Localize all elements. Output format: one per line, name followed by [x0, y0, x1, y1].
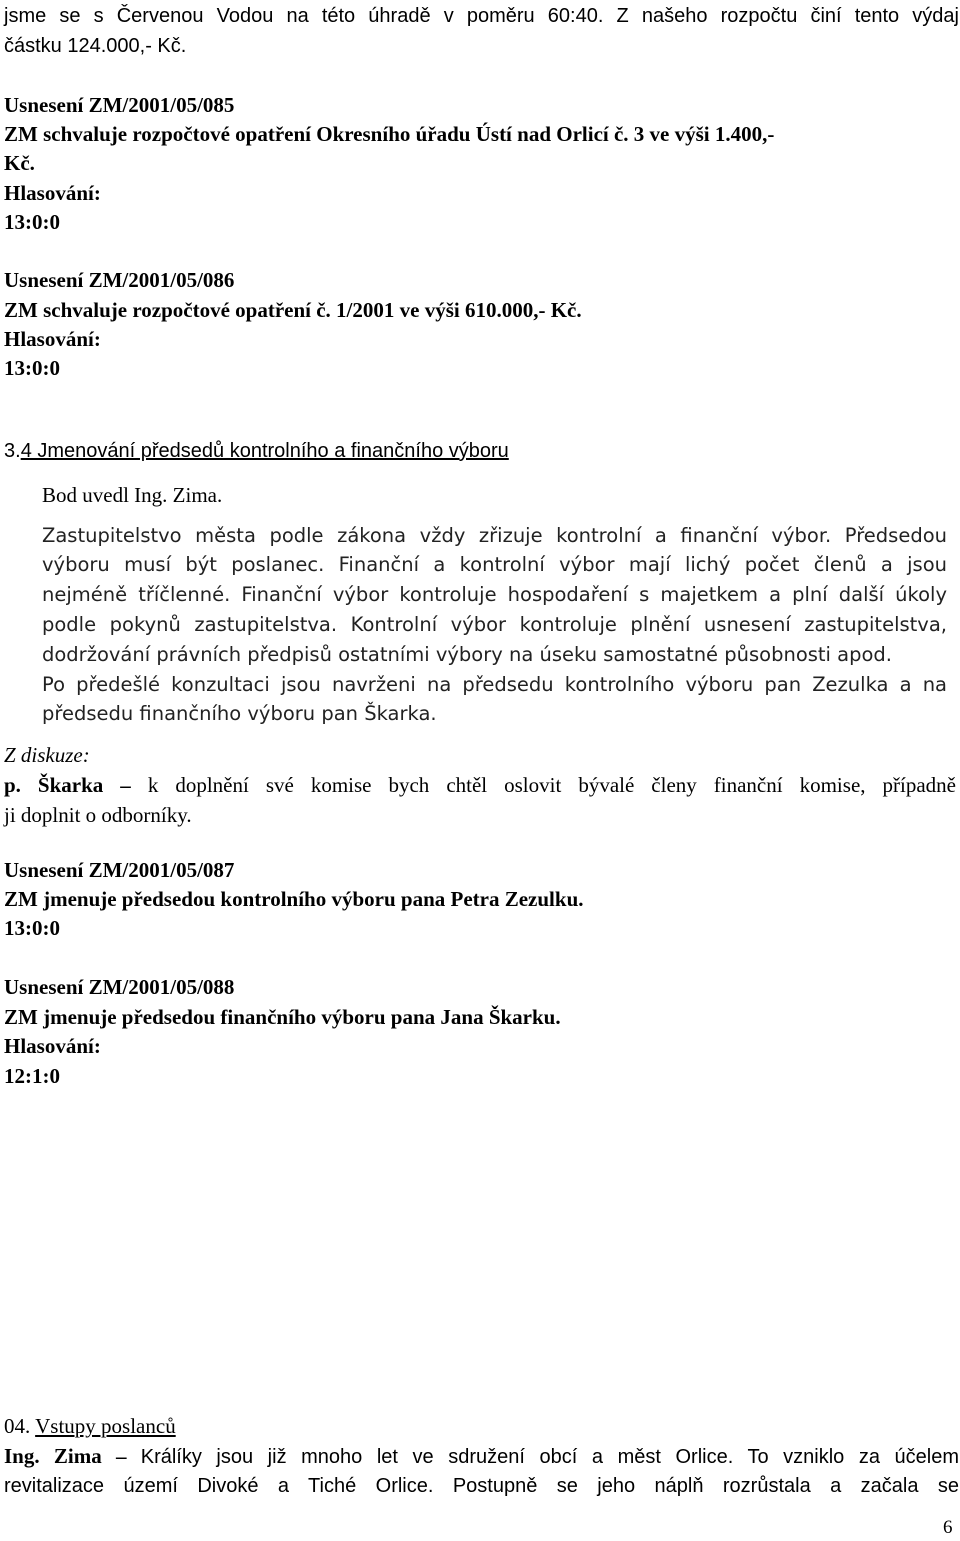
discussion-speaker: p. Škarka: [4, 773, 104, 797]
section-04-line-1: [4, 1446, 959, 1467]
resolution-086-vote: 13:0:0: [4, 356, 60, 380]
section-3-4-body-line-7: předsedu finančního výboru pan Škarka.: [42, 702, 437, 725]
discussion-label: Z diskuze:: [4, 743, 90, 767]
resolution-088-text: ZM jmenuje předsedou finančního výboru pana Jana Škarku.: [4, 1005, 561, 1029]
discussion-dash: –: [103, 773, 148, 797]
resolution-085-text-line-1: ZM schvaluje rozpočtové opatření Okresního úřadu Ústí nad Orlicí č. 3 ve výši 1.400,-: [4, 122, 775, 146]
resolution-086-vote-label: Hlasování:: [4, 327, 101, 351]
discussion-text-line-2: ji doplnit o odborníky.: [4, 803, 192, 827]
resolution-088-title: Usnesení ZM/2001/05/088: [4, 975, 235, 999]
discussion-line-1: [4, 775, 956, 796]
section-3-4-title: 4 Jmenování předsedů kontrolního a finančního výboru: [20, 440, 509, 462]
page-number: 6: [943, 1517, 953, 1538]
section-3-4-body-line-1: Zastupitelstvo města podle zákona vždy zřizuje kontrolní a finanční výbor. Předsedou: [42, 524, 947, 547]
section-04-text-line-1: Králíky jsou již mnoho let ve sdružení obcí a měst Orlice. To vzniklo za účelem: [140, 1446, 960, 1468]
intro-line-1: jsme se s Červenou Vodou na této úhradě v poměru 60:40. Z našeho rozpočtu činí tento výdaj: [4, 5, 959, 27]
section-3-4-body-line-3: nejméně tříčlenné. Finanční výbor kontroluje hospodaření s majetkem a plní další úkoly: [42, 583, 947, 606]
resolution-087-title: Usnesení ZM/2001/05/087: [4, 858, 235, 882]
section-3-4-number: 3.: [4, 440, 21, 462]
section-3-4-body-line-2: výboru musí být poslanec. Finanční a kontrolní výbor mají lichý počet členů a jsou: [42, 553, 947, 576]
resolution-087-vote: 13:0:0: [4, 916, 60, 940]
resolution-087-text: ZM jmenuje předsedou kontrolního výboru pana Petra Zezulku.: [4, 887, 584, 911]
section-3-4-heading: [4, 441, 509, 461]
section-04-dash: –: [101, 1444, 141, 1468]
section-04-heading: [4, 1416, 176, 1437]
discussion-text-line-1: k doplnění své komise bych chtěl oslovit bývalé členy finanční komise, případně: [147, 773, 956, 797]
resolution-088-vote: 12:1:0: [4, 1064, 60, 1088]
resolution-086-text: ZM schvaluje rozpočtové opatření č. 1/2001 ve výši 610.000,- Kč.: [4, 298, 582, 322]
resolution-085-vote-label: Hlasování:: [4, 181, 101, 205]
resolution-085-text-line-2: Kč.: [4, 151, 35, 175]
section-3-4-body-line-4: podle pokynů zastupitelstva. Kontrolní výbor kontroluje plnění usnesení zastupitelstva,: [42, 613, 947, 636]
section-04-speaker: Ing. Zima: [4, 1444, 102, 1468]
section-3-4-body-line-5: dodržování právních předpisů ostatními výbory na úseku samostatné působnosti apod.: [42, 643, 893, 666]
resolution-085-vote: 13:0:0: [4, 210, 60, 234]
section-04-number: 04.: [4, 1414, 31, 1438]
resolution-086-title: Usnesení ZM/2001/05/086: [4, 268, 235, 292]
resolution-085-title: Usnesení ZM/2001/05/085: [4, 93, 235, 117]
section-04-text-line-2: revitalizace území Divoké a Tiché Orlice. Postupně se jeho náplň rozrůstala a začala se: [4, 1475, 959, 1497]
section-3-4-body-line-6: Po předešlé konzultaci jsou navrženi na předsedu kontrolního výboru pan Zezulka a na: [42, 673, 947, 696]
intro-line-2: částku 124.000,- Kč.: [4, 35, 187, 57]
section-04-title: Vstupy poslanců: [35, 1414, 176, 1438]
section-3-4-presenter: Bod uvedl Ing. Zima.: [42, 483, 223, 507]
resolution-088-vote-label: Hlasování:: [4, 1034, 101, 1058]
